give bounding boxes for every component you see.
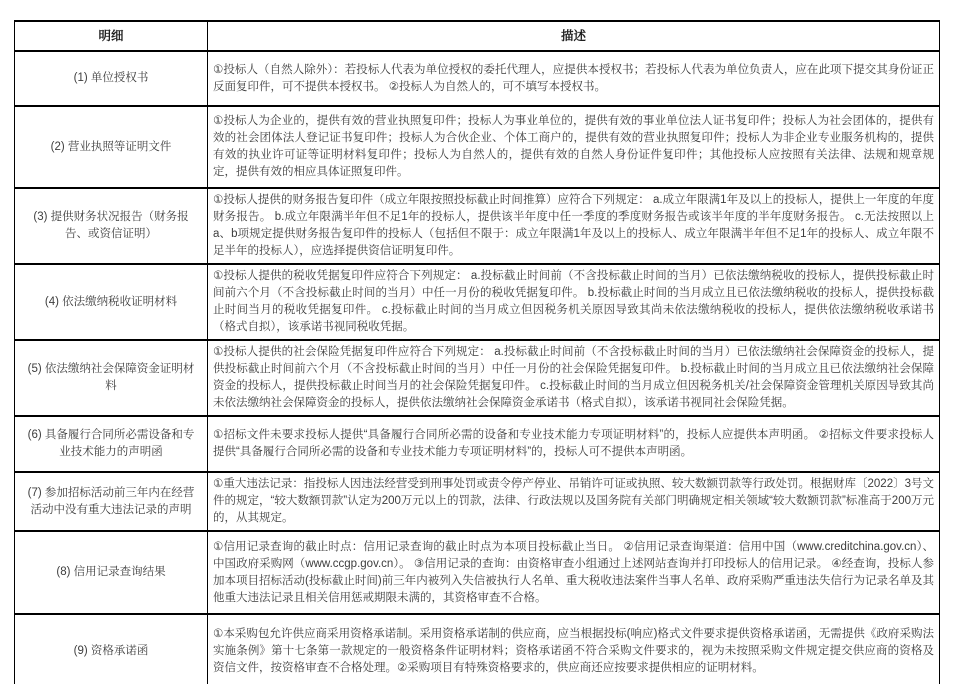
description-cell: ①本采购包允许供应商采用资格承诺制。采用资格承诺制的供应商，应当根据投标(响应)格式文件要求提供资格承诺函，无需提供《政府采购法实施条例》第十七条第一款规定的一般资格条件证明材料；资格承诺函不符合采购文件要求的，视为未按照采购文件规定提交供应商的资格及资信文件，按资格审查不合格处理。②采购项目有特殊资格要求的，供应商还应按要求提供相应的证明材料。 [208, 614, 940, 684]
detail-cell: (6) 具备履行合同所必需设备和专业技术能力的声明函 [15, 416, 208, 472]
qualification-materials-table [14, 20, 940, 684]
description-cell: ①招标文件未要求投标人提供“具备履行合同所必需的设备和专业技术能力专项证明材料”的，投标人应提供本声明函。 ②招标文件要求投标人提供“具备履行合同所必需的设备和专业技术能力专项证明材料”的，投标人可不提供本声明函。 [208, 416, 940, 472]
detail-cell: (2) 营业执照等证明文件 [15, 106, 208, 188]
header-row [15, 21, 940, 51]
table-row [15, 51, 940, 106]
detail-cell: (9) 资格承诺函 [15, 614, 208, 684]
table-row [15, 264, 940, 340]
detail-cell: (8) 信用记录查询结果 [15, 531, 208, 614]
description-cell: ①投标人提供的财务报告复印件（成立年限按照投标截止时间推算）应符合下列规定： a.成立年限满1年及以上的投标人，提供上一年度的年度财务报告。 b.成立年限满半年但不足1年的投标人，提供该半年度中任一季度的季度财务报告或该半年度的半年度财务报告。 c.无法按照以上a、b项规定提供财务报告复印件的投标人（包括但不限于：成立年限满1年及以上的投标人、成立年限满半年但不足1年的投标人、成立年限不足半年的投标人），应选择提供资信证明复印件。 [208, 188, 940, 264]
description-cell: ①重大违法记录：指投标人因违法经营受到刑事处罚或责令停产停业、吊销许可证或执照、较大数额罚款等行政处罚。根据财库〔2022〕3号文件的规定，“较大数额罚款”认定为200万元以上的罚款，法律、行政法规以及国务院有关部门明确规定相关领域“较大数额罚款”标准高于200万元的，从其规定。 [208, 472, 940, 531]
detail-cell: (7) 参加招标活动前三年内在经营活动中没有重大违法记录的声明 [15, 472, 208, 531]
description-cell: ①信用记录查询的截止时点：信用记录查询的截止时点为本项目投标截止当日。 ②信用记录查询渠道：信用中国（www.creditchina.gov.cn）、中国政府采购网（www.ccgp.gov.cn）。 ③信用记录的查询：由资格审查小组通过上述网站查询并打印投标人的信用记录。 ④经查询，投标人参加本项目招标活动(投标截止时间)前三年内被列入失信被执行人名单、重大税收违法案件当事人名单、政府采购严重违法失信行为记录名单及其他重大违法记录且相关信用惩戒期限未满的，其资格审查不合格。 [208, 531, 940, 614]
table-row [15, 614, 940, 684]
detail-cell: (5) 依法缴纳社会保障资金证明材料 [15, 340, 208, 416]
description-cell: ①投标人为企业的，提供有效的营业执照复印件；投标人为事业单位的，提供有效的事业单位法人证书复印件；投标人为社会团体的，提供有效的社会团体法人登记证书复印件；投标人为合伙企业、个体工商户的，提供有效的营业执照复印件；投标人为非企业专业服务机构的，提供有效的执业许可证等证明材料复印件；投标人为自然人的，提供有效的自然人身份证件复印件；其他投标人应按照有关法律、法规和规章规定，提供有效的相应具体证照复印件。 [208, 106, 940, 188]
description-cell: ①投标人提供的税收凭据复印件应符合下列规定： a.投标截止时间前（不含投标截止时间的当月）已依法缴纳税收的投标人，提供投标截止时间前六个月（不含投标截止时间的当月）中任一月份的税收凭据复印件。 b.投标截止时间的当月成立且已依法缴纳税收的投标人，提供投标截止时间当月的税收凭据复印件。 c.投标截止时间的当月成立但因税务机关原因导致其尚未依法缴纳税收的投标人，提供依法缴纳税收承诺书（格式自拟），该承诺书视同税收凭据。 [208, 264, 940, 340]
column-header-description: 描述 [208, 21, 940, 51]
detail-cell: (4) 依法缴纳税收证明材料 [15, 264, 208, 340]
table-row [15, 416, 940, 472]
table-body [15, 51, 940, 684]
table-row [15, 106, 940, 188]
table-row [15, 531, 940, 614]
detail-cell: (3) 提供财务状况报告（财务报告、或资信证明） [15, 188, 208, 264]
description-cell: ①投标人（自然人除外）：若投标人代表为单位授权的委托代理人，应提供本授权书；若投标人代表为单位负责人，应在此项下提交其身份证正反面复印件，可不提供本授权书。 ②投标人为自然人的，可不填写本授权书。 [208, 51, 940, 106]
description-cell: ①投标人提供的社会保险凭据复印件应符合下列规定： a.投标截止时间前（不含投标截止时间的当月）已依法缴纳社会保障资金的投标人，提供投标截止时间前六个月（不含投标截止时间的当月）中任一月份的社会保险凭据复印件。 b.投标截止时间的当月成立且已依法缴纳社会保障资金的投标人，提供投标截止时间当月的社会保险凭据复印件。 c.投标截止时间的当月成立但因税务机关/社会保障资金管理机关原因导致其尚未依法缴纳社会保障资金的投标人，提供依法缴纳社会保障资金承诺书（格式自拟），该承诺书视同社会保险凭据。 [208, 340, 940, 416]
column-header-detail: 明细 [15, 21, 208, 51]
table-row [15, 472, 940, 531]
table-row [15, 188, 940, 264]
table-row [15, 340, 940, 416]
detail-cell: (1) 单位授权书 [15, 51, 208, 106]
